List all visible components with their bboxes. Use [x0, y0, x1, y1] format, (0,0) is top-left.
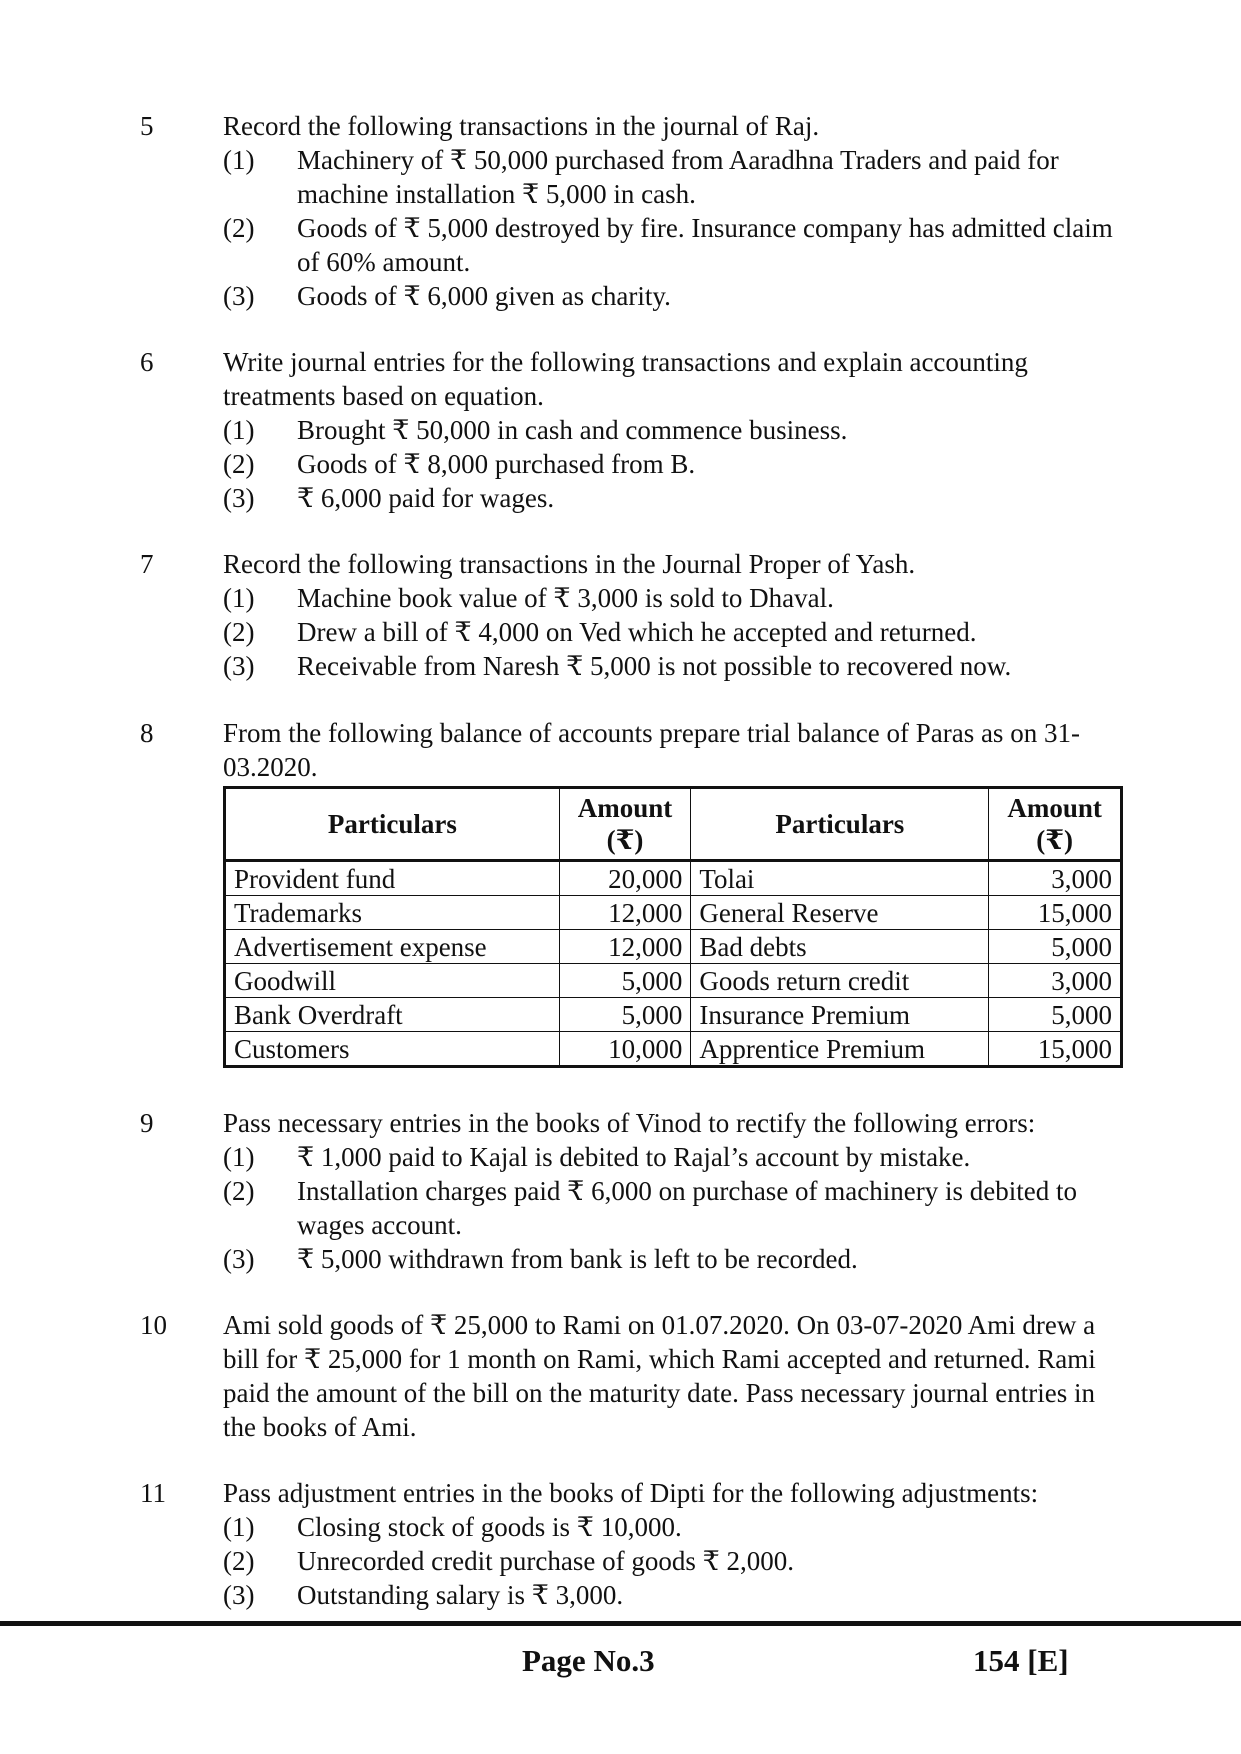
item-text: Goods of ₹ 8,000 purchased from B.: [297, 449, 696, 479]
item-number: (3): [223, 1580, 255, 1610]
question-number: 6: [140, 347, 154, 377]
list-item: [223, 481, 1123, 515]
list-item: [223, 211, 1123, 279]
question-number: 8: [140, 718, 154, 748]
table-cell: Tolai: [691, 861, 989, 896]
table-cell: 12,000: [559, 930, 691, 964]
page-number: Page No.3: [522, 1643, 655, 1678]
column-header: Amount (₹): [559, 788, 691, 861]
item-number: (3): [223, 483, 255, 513]
question-items: [223, 1510, 1123, 1612]
table-cell: 5,000: [989, 998, 1122, 1032]
item-text: Installation charges paid ₹ 6,000 on purchase of machinery is debited to wages account.: [297, 1176, 1077, 1240]
list-item: [223, 615, 1123, 649]
question-text: Pass adjustment entries in the books of Dipti for the following adjustments:: [223, 1478, 1039, 1508]
question-text: Pass necessary entries in the books of Vinod to rectify the following errors:: [223, 1108, 1036, 1138]
table-row: [225, 1032, 1122, 1067]
list-item: [223, 447, 1123, 481]
item-number: (1): [223, 1512, 255, 1542]
item-text: Goods of ₹ 6,000 given as charity.: [297, 281, 671, 311]
table-cell: Goodwill: [225, 964, 560, 998]
question-items: [223, 1140, 1123, 1276]
column-header: Particulars: [225, 788, 560, 861]
item-number: (2): [223, 1176, 255, 1206]
paper-code: 154 [E]: [973, 1643, 1069, 1678]
table-cell: Insurance Premium: [691, 998, 989, 1032]
item-number: (2): [223, 1546, 255, 1576]
table-cell: Customers: [225, 1032, 560, 1067]
footer-divider: [0, 1621, 1241, 1626]
item-text: Drew a bill of ₹ 4,000 on Ved which he accepted and returned.: [297, 617, 977, 647]
question-text: Ami sold goods of ₹ 25,000 to Rami on 01.07.2020. On 03-07-2020 Ami drew a bill for ₹ 25,000 for 1 month on Rami, which Rami accepted and returned. Rami paid the amount of the bill on the maturity date. Pass necessary journal entries in the books of Ami.: [223, 1310, 1096, 1442]
table-cell: 15,000: [989, 896, 1122, 930]
list-item: [223, 1578, 1123, 1612]
item-number: (3): [223, 651, 255, 681]
trial-balance-table: [223, 786, 1123, 1068]
item-number: (3): [223, 1244, 255, 1274]
column-header: Amount (₹): [989, 788, 1122, 861]
item-number: (1): [223, 583, 255, 613]
item-text: Unrecorded credit purchase of goods ₹ 2,000.: [297, 1546, 795, 1576]
item-text: ₹ 1,000 paid to Kajal is debited to Rajal’s account by mistake.: [297, 1142, 971, 1172]
item-number: (2): [223, 617, 255, 647]
question-number: 5: [140, 111, 154, 141]
item-number: (1): [223, 415, 255, 445]
table-cell: General Reserve: [691, 896, 989, 930]
list-item: [223, 143, 1123, 211]
question-number: 11: [140, 1478, 166, 1508]
item-text: Outstanding salary is ₹ 3,000.: [297, 1580, 624, 1610]
table-cell: 3,000: [989, 861, 1122, 896]
column-header: Particulars: [691, 788, 989, 861]
list-item: [223, 279, 1123, 313]
question-items: [223, 413, 1123, 515]
item-text: Machine book value of ₹ 3,000 is sold to Dhaval.: [297, 583, 834, 613]
table-cell: 15,000: [989, 1032, 1122, 1067]
table-cell: Bad debts: [691, 930, 989, 964]
list-item: [223, 1242, 1123, 1276]
question-items: [223, 581, 1123, 683]
question-number: 10: [140, 1310, 167, 1340]
list-item: [223, 1140, 1123, 1174]
item-number: (2): [223, 213, 255, 243]
list-item: [223, 1544, 1123, 1578]
question-text: Record the following transactions in the journal of Raj.: [223, 111, 820, 141]
question-items: [223, 143, 1123, 313]
table-cell: 3,000: [989, 964, 1122, 998]
table-row: [225, 896, 1122, 930]
item-text: Machinery of ₹ 50,000 purchased from Aaradhna Traders and paid for machine installation ₹ 5,000 in cash.: [297, 145, 1059, 209]
item-text: Brought ₹ 50,000 in cash and commence business.: [297, 415, 848, 445]
table-cell: 5,000: [559, 964, 691, 998]
table-cell: Provident fund: [225, 861, 560, 896]
question-number: 9: [140, 1108, 154, 1138]
table-row: [225, 964, 1122, 998]
item-text: ₹ 6,000 paid for wages.: [297, 483, 555, 513]
table-cell: 5,000: [559, 998, 691, 1032]
question-number: 7: [140, 549, 154, 579]
table-cell: Apprentice Premium: [691, 1032, 989, 1067]
table-cell: 10,000: [559, 1032, 691, 1067]
list-item: [223, 413, 1123, 447]
question-text: Record the following transactions in the Journal Proper of Yash.: [223, 549, 916, 579]
table-row: [225, 998, 1122, 1032]
table-cell: Trademarks: [225, 896, 560, 930]
item-text: Goods of ₹ 5,000 destroyed by fire. Insurance company has admitted claim of 60% amount.: [297, 213, 1113, 277]
table-cell: Goods return credit: [691, 964, 989, 998]
table-cell: Advertisement expense: [225, 930, 560, 964]
question-text: From the following balance of accounts prepare trial balance of Paras as on 31-03.2020.: [223, 718, 1080, 782]
table-cell: 5,000: [989, 930, 1122, 964]
table-row: [225, 930, 1122, 964]
list-item: [223, 1510, 1123, 1544]
list-item: [223, 649, 1123, 683]
item-number: (3): [223, 281, 255, 311]
table-row: [225, 861, 1122, 896]
list-item: [223, 1174, 1123, 1242]
table-cell: 20,000: [559, 861, 691, 896]
item-number: (2): [223, 449, 255, 479]
item-text: ₹ 5,000 withdrawn from bank is left to be recorded.: [297, 1244, 858, 1274]
item-number: (1): [223, 1142, 255, 1172]
question-text: Write journal entries for the following transactions and explain accounting treatments based on equation.: [223, 347, 1028, 411]
item-text: Receivable from Naresh ₹ 5,000 is not possible to recovered now.: [297, 651, 1012, 681]
table-header-row: [225, 788, 1122, 861]
table-cell: 12,000: [559, 896, 691, 930]
item-number: (1): [223, 145, 255, 175]
list-item: [223, 581, 1123, 615]
table-cell: Bank Overdraft: [225, 998, 560, 1032]
item-text: Closing stock of goods is ₹ 10,000.: [297, 1512, 682, 1542]
